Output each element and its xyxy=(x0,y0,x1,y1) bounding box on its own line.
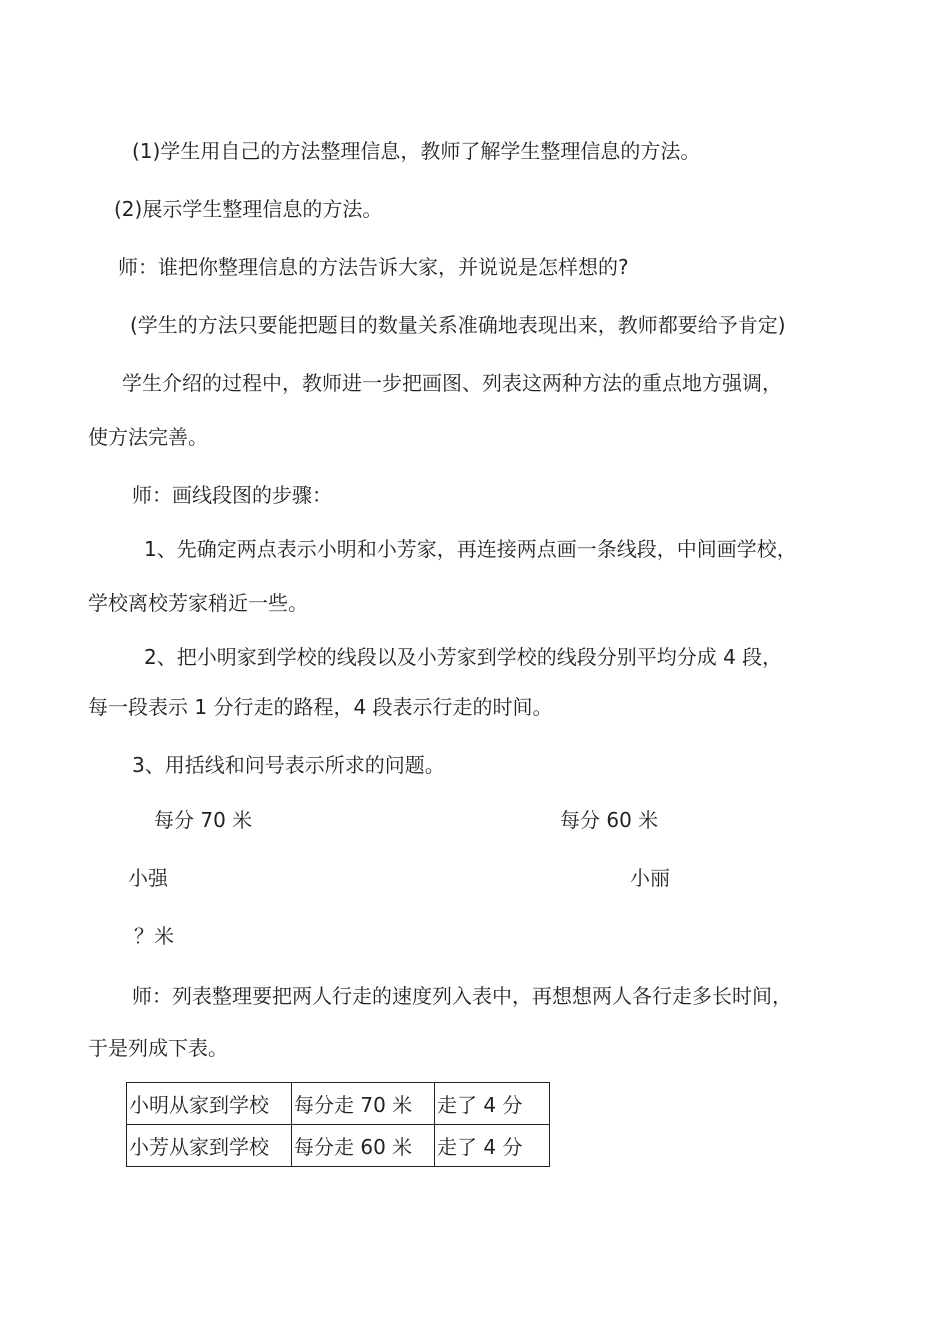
diagram-speed-right: 每分 60 米 xyxy=(560,808,659,832)
paragraph-step-two-line1: 2、把小明家到学校的线段以及小芳家到学校的线段分别平均分成 4 段， xyxy=(144,645,783,669)
paragraph-step-one-line2: 学校离校芳家稍近一些。 xyxy=(88,591,308,615)
paragraph-step-one-line1: 1、先确定两点表示小明和小芳家，再连接两点画一条线段，中间画学校， xyxy=(144,537,797,561)
diagram-name-left: 小强 xyxy=(128,866,168,890)
table-cell: 小芳从家到学校 xyxy=(127,1125,292,1167)
paragraph-step2: (2)展示学生整理信息的方法。 xyxy=(114,197,383,221)
table-cell: 走了 4 分 xyxy=(435,1083,550,1125)
table-cell: 每分走 60 米 xyxy=(292,1125,435,1167)
paragraph-step-three: 3、用括线和问号表示所求的问题。 xyxy=(132,753,445,777)
paragraph-emphasis-line2: 使方法完善。 xyxy=(88,425,208,449)
paragraph-step-two-line2: 每一段表示 1 分行走的路程，4 段表示行走的时间。 xyxy=(88,695,553,719)
table-row xyxy=(127,1083,550,1125)
diagram-question: ？米 xyxy=(134,924,174,948)
table-row xyxy=(127,1125,550,1167)
paragraph-steps-heading: 师：画线段图的步骤： xyxy=(132,483,332,507)
table-cell: 每分走 70 米 xyxy=(292,1083,435,1125)
paragraph-note: (学生的方法只要能把题目的数量关系准确地表现出来，教师都要给予肯定) xyxy=(130,313,786,337)
diagram-name-right: 小丽 xyxy=(630,866,670,890)
paragraph-table-intro-line1: 师：列表整理要把两人行走的速度列入表中，再想想两人各行走多长时间， xyxy=(132,984,792,1008)
paragraph-teacher-question: 师：谁把你整理信息的方法告诉大家，并说说是怎样想的? xyxy=(118,255,629,279)
paragraph-table-intro-line2: 于是列成下表。 xyxy=(88,1036,228,1060)
table-cell: 小明从家到学校 xyxy=(127,1083,292,1125)
diagram-speed-left: 每分 70 米 xyxy=(154,808,253,832)
paragraph-step1: (1)学生用自己的方法整理信息，教师了解学生整理信息的方法。 xyxy=(132,139,701,163)
info-table xyxy=(126,1082,550,1167)
paragraph-emphasis-line1: 学生介绍的过程中，教师进一步把画图、列表这两种方法的重点地方强调， xyxy=(122,371,782,395)
table-cell: 走了 4 分 xyxy=(435,1125,550,1167)
